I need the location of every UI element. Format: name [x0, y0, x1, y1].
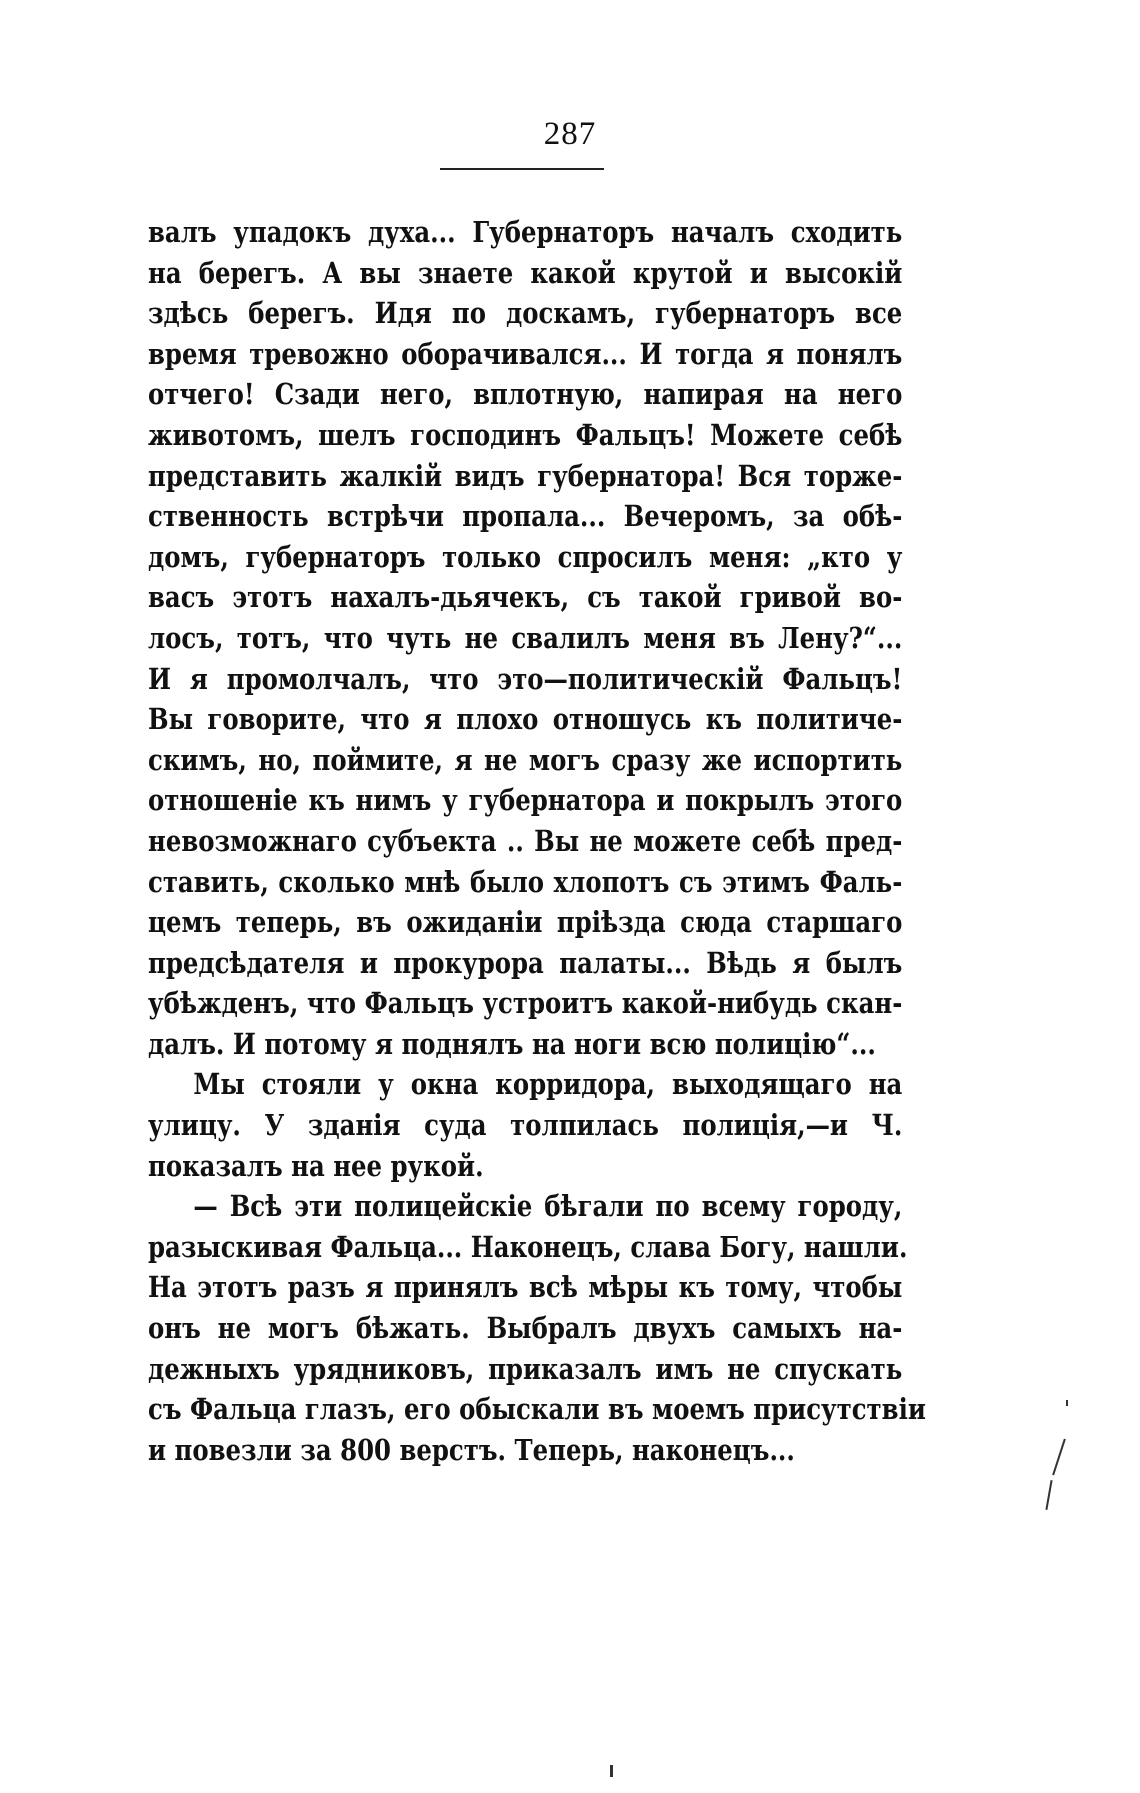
margin-mark [1052, 1439, 1066, 1476]
text-line: Мы стояли у окна корридора, выходящаго на [193, 1067, 903, 1102]
text-line: ственность встрѣчи пропала... Вечеромъ, за обѣ- [148, 499, 903, 534]
body-text [148, 212, 926, 1470]
text-line: показалъ на нее рукой. [148, 1148, 484, 1183]
text-line: разыскивая Фальца... Наконецъ, слава Богу, нашли. [148, 1229, 908, 1264]
text-line: съ Фальца глазъ, его обыскали въ моемъ присутствіи [148, 1392, 926, 1427]
text-line: лосъ, тотъ, что чуть не свалилъ меня въ Лену?“... [148, 620, 903, 655]
text-line: убѣжденъ, что Фальцъ устроитъ какой-нибудь скан- [148, 986, 903, 1021]
text-line: время тревожно оборачивался... И тогда я понялъ [148, 336, 903, 371]
text-line: невозможнаго субъекта .. Вы не можете себѣ пред- [148, 823, 903, 858]
text-line: животомъ, шелъ господинъ Фальцъ! Можете себѣ [148, 417, 903, 452]
text-line: онъ не могъ бѣжать. Выбралъ двухъ самыхъ на- [148, 1311, 903, 1346]
text-line: васъ этотъ нахалъ-дьячекъ, съ такой гривой во- [148, 580, 903, 615]
text-line: домъ, губернаторъ только спросилъ меня: „кто у [148, 539, 903, 574]
text-line: отчего! Сзади него, вплотную, напирая на него [148, 377, 903, 412]
margin-mark [1066, 1400, 1068, 1406]
text-line: На этотъ разъ я принялъ всѣ мѣры къ тому, чтобы [148, 1270, 903, 1305]
text-line: здѣсь берегъ. Идя по доскамъ, губернаторъ все [148, 296, 903, 331]
text-line: ставить, сколько мнѣ было хлопотъ съ этимъ Фаль- [148, 864, 903, 899]
margin-mark [1045, 1480, 1052, 1510]
page-number: 287 [543, 116, 597, 152]
text-line: дежныхъ урядниковъ, приказалъ имъ не спускать [148, 1351, 903, 1386]
margin-mark [610, 1765, 613, 1777]
text-line: валъ упадокъ духа... Губернаторъ началъ сходить [148, 215, 903, 249]
text-line: скимъ, но, поймите, я не могъ сразу же испортить [148, 742, 903, 777]
text-line: Вы говорите, что я плохо отношусь къ политиче- [148, 702, 903, 737]
text-line: улицу. У зданія суда толпилась полиція,—и Ч. [148, 1108, 903, 1143]
header-rule [440, 168, 604, 170]
text-line: цемъ теперь, въ ожиданіи пріѣзда сюда старшаго [148, 905, 903, 940]
text-line: И я промолчалъ, что это—политическій Фальцъ! [148, 661, 903, 696]
text-line: отношеніе къ нимъ у губернатора и покрылъ этого [148, 783, 903, 818]
text-line: и повезли за 800 верстъ. Теперь, наконецъ... [148, 1432, 795, 1467]
text-line: представить жалкій видъ губернатора! Вся торже- [148, 458, 903, 493]
text-line: — Всѣ эти полицейскіе бѣгали по всему городу, [193, 1189, 903, 1224]
text-line: на берегъ. А вы знаете какой крутой и высокій [148, 255, 903, 290]
text-line: предсѣдателя и прокурора палаты... Вѣдь я былъ [148, 945, 903, 980]
text-line: далъ. И потому я поднялъ на ноги всю полицію“... [148, 1026, 876, 1061]
